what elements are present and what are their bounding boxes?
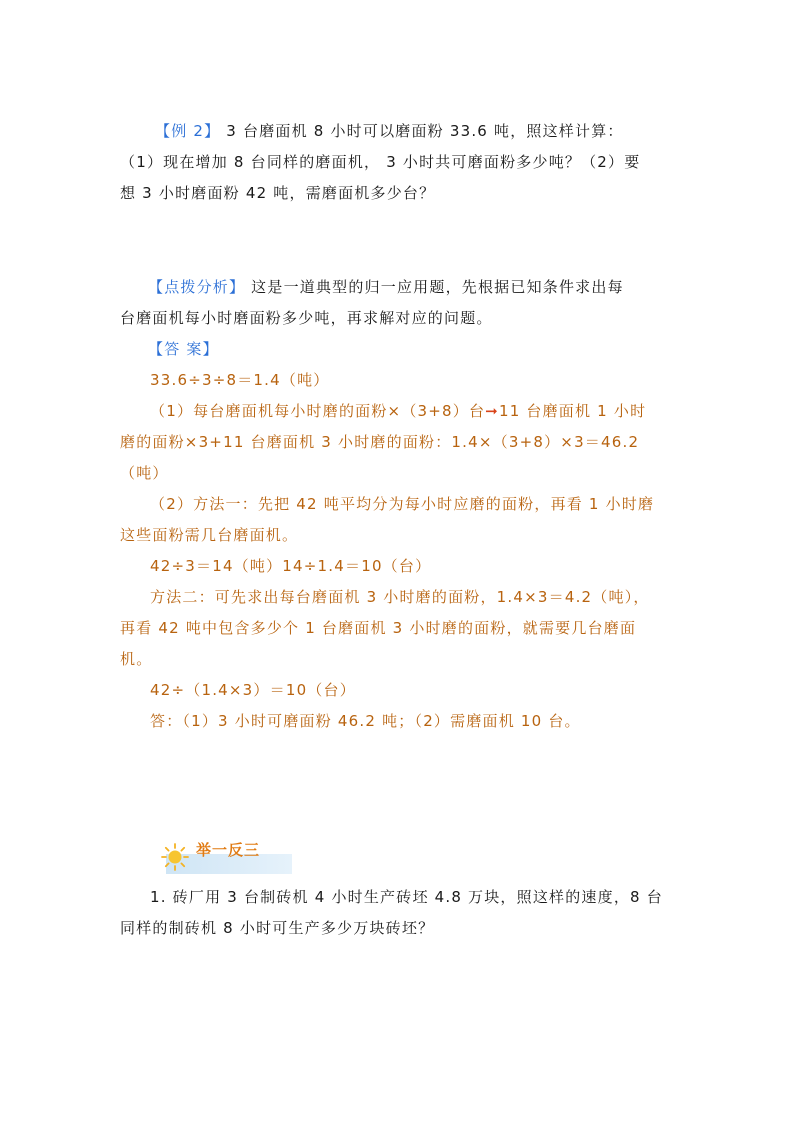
analysis-text: 这是一道典型的归一应用题，先根据已知条件求出每 xyxy=(245,278,624,296)
answer-part2-calc: 42÷3＝14（吨）14÷1.4＝10（台） xyxy=(150,557,432,575)
answer-method2-calc: 42÷（1.4×3）＝10（台） xyxy=(150,681,356,699)
example-text: 3 台磨面机 8 小时可以磨面粉 33.6 吨，照这样计算： xyxy=(220,122,624,140)
answer-final: 答：（1）3 小时可磨面粉 46.2 吨；（2）需磨面机 10 台。 xyxy=(150,712,581,730)
example-line-1 xyxy=(120,121,624,141)
answer-part1-line-3: （吨） xyxy=(120,464,169,482)
analysis-label: 【点拨分析】 xyxy=(148,278,246,296)
practice-q1-line-2: 同样的制砖机 8 小时可生产多少万块砖坯？ xyxy=(120,919,435,937)
analysis-line-1 xyxy=(120,277,624,297)
example-line-2: （1）现在增加 8 台同样的磨面机， 3 小时共可磨面粉多少吨？（2）要 xyxy=(120,153,641,171)
example-line-3: 想 3 小时磨面粉 42 吨，需磨面机多少台？ xyxy=(120,184,436,202)
answer-step-0: 33.6÷3÷8＝1.4（吨） xyxy=(150,371,330,389)
answer-method2-line-1: 方法二：可先求出每台磨面机 3 小时磨的面粉，1.4×3＝4.2（吨）， xyxy=(150,588,650,606)
answer-part2-line-2: 这些面粉需几台磨面机。 xyxy=(120,526,299,544)
answer-label: 【答 案】 xyxy=(148,340,219,358)
answer-part2-line-1: （2）方法一：先把 42 吨平均分为每小时应磨的面粉，再看 1 小时磨 xyxy=(150,495,655,513)
right-arrow-icon: ➞ xyxy=(485,402,499,420)
answer-method2-line-3: 机。 xyxy=(120,650,153,668)
practice-title: 举一反三 xyxy=(196,841,261,859)
answer-method2-line-2: 再看 42 吨中包含多少个 1 台磨面机 3 小时磨的面粉，就需要几台磨面 xyxy=(120,619,637,637)
example-label: 【例 2】 xyxy=(155,122,221,140)
answer-part1-line-2: 磨的面粉×3+11 台磨面机 3 小时磨的面粉：1.4×（3+8）×3＝46.2 xyxy=(120,433,640,451)
practice-header xyxy=(160,840,292,876)
sun-icon xyxy=(160,842,190,872)
analysis-line-2: 台磨面机每小时磨面粉多少吨，再求解对应的问题。 xyxy=(120,309,493,327)
answer-part1-line-1: （1）每台磨面机每小时磨的面粉×（3+8）台➞11 台磨面机 1 小时 xyxy=(150,402,647,420)
practice-q1-line-1: 1. 砖厂用 3 台制砖机 4 小时生产砖坯 4.8 万块，照这样的速度，8 台 xyxy=(150,888,663,906)
